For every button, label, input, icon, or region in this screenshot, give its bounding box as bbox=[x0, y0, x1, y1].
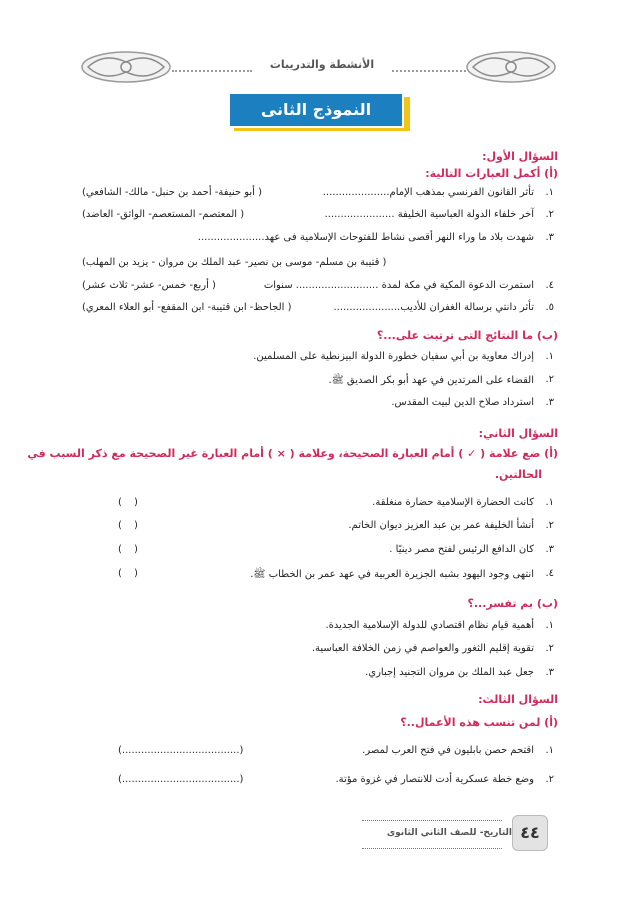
q3a-item-1-answer[interactable]: (.....................................) bbox=[118, 745, 244, 756]
q2a-item-3-num: ٣. bbox=[545, 544, 554, 555]
q1a-item-2-choices: ( المعتصم- المستعصم- الواثق- العاضد) bbox=[82, 209, 245, 220]
q2-title: السؤال الثاني: bbox=[478, 427, 558, 440]
q2a-item-2-box-right[interactable]: ) bbox=[134, 520, 138, 531]
left-ornament-icon bbox=[80, 50, 172, 84]
q1b-item-1-num: ١. bbox=[545, 351, 554, 362]
q3a-item-2-text: وضع خطة عسكرية أدت للانتصار في غزوة مؤتة. bbox=[335, 774, 534, 785]
q1a-item-4-text: استمرت الدعوة المكية في مكة لمدة .......................... سنوات bbox=[263, 280, 534, 291]
q1b-item-2-num: ٢. bbox=[545, 374, 554, 385]
q1a-item-5-choices: ( الجاحظ- ابن قتيبة- ابن المقفع- أبو العلاء المعري) bbox=[82, 302, 292, 313]
page-number: ٤٤ bbox=[512, 815, 548, 851]
q1a-item-5-text: تأثر دانتي برسالة الغفران للأديب..................... bbox=[333, 302, 534, 313]
model-badge: النموذج الثانى bbox=[228, 92, 404, 128]
q2a-item-1-box-left[interactable]: ( bbox=[118, 497, 122, 508]
q1a-item-1-choices: ( أبو حنيفة- أحمد بن حنبل- مالك- الشافعي) bbox=[82, 187, 263, 198]
header-left-dots bbox=[172, 70, 252, 72]
q3-title: السؤال الثالث: bbox=[478, 693, 558, 706]
q1-part-a-title: (أ) أكمل العبارات التالية: bbox=[425, 167, 558, 180]
q2a-item-4-num: ٤. bbox=[545, 568, 554, 579]
q1a-item-2-num: ٢. bbox=[545, 209, 554, 220]
footer-top-dots bbox=[362, 820, 502, 821]
q1-part-b-title: (ب) ما النتائج التى ترتبت على...؟ bbox=[376, 329, 558, 342]
footer-text: التاريخ- للصف الثاني الثانوى bbox=[386, 828, 512, 838]
q2a-item-4-box-left[interactable]: ( bbox=[118, 568, 122, 579]
q1a-item-3-choices: ( قتيبة بن مسلم- موسى بن نصير- عبد الملك بن مروان - يزيد بن المهلب) bbox=[82, 257, 387, 268]
q2b-item-3-num: ٣. bbox=[545, 667, 554, 678]
q1a-item-3-num: ٣. bbox=[545, 232, 554, 243]
q1a-item-4-choices: ( أربع- خمس- عشر- ثلاث عشر) bbox=[82, 280, 216, 291]
q2-part-b-title: (ب) بم تفسر...؟ bbox=[467, 597, 558, 610]
q1-title: السؤال الأول: bbox=[482, 150, 558, 163]
header-right-dots bbox=[392, 70, 466, 72]
q2a-item-2-text: أنشأ الخليفة عمر بن عبد العزيز ديوان الخاتم. bbox=[348, 520, 534, 531]
q2a-item-3-box-left[interactable]: ( bbox=[118, 544, 122, 555]
q2b-item-1-text: أهمية قيام نظام اقتصادي للدولة الإسلامية الجديدة. bbox=[325, 620, 534, 631]
q1a-item-1-num: ١. bbox=[545, 187, 554, 198]
q3a-item-2-answer[interactable]: (.....................................) bbox=[118, 774, 244, 785]
q1a-item-1-text: تأثر القانون الفرنسي بمذهب الإمام..................... bbox=[322, 187, 534, 198]
q2a-item-1-box-right[interactable]: ) bbox=[134, 497, 138, 508]
q3a-item-1-num: ١. bbox=[545, 745, 554, 756]
q2a-item-2-num: ٢. bbox=[545, 520, 554, 531]
q2-part-a-title-line1: (أ) ضع علامة ( ✓ ) أمام العبارة الصحيحة، وعلامة ( × ) أمام العبارة غير الصحيحة مع ذكر السبب في bbox=[27, 447, 558, 460]
q1a-item-4-num: ٤. bbox=[545, 280, 554, 291]
q2a-item-3-text: كان الدافع الرئيس لفتح مصر دينيًا . bbox=[389, 544, 534, 555]
q1b-item-1-text: إدراك معاوية بن أبي سفيان خطورة الدولة البيزنطية على المسلمين. bbox=[253, 351, 534, 362]
footer-bottom-dots bbox=[362, 848, 502, 849]
q1b-item-3-num: ٣. bbox=[545, 397, 554, 408]
q1b-item-2-text: القضاء على المرتدين في عهد أبو بكر الصديق ﷺ. bbox=[328, 375, 534, 386]
q1a-item-3-text: شهدت بلاد ما وراء النهر أقصى نشاط للفتوحات الإسلامية فى عهد..................... bbox=[197, 232, 534, 243]
q2a-item-1-num: ١. bbox=[545, 497, 554, 508]
q2a-item-3-box-right[interactable]: ) bbox=[134, 544, 138, 555]
q3a-item-2-num: ٢. bbox=[545, 774, 554, 785]
q3-part-a-title: (أ) لمن تنسب هذه الأعمال..؟ bbox=[400, 716, 558, 729]
q2a-item-1-text: كانت الحضارة الإسلامية حضارة منغلقة. bbox=[372, 497, 534, 508]
q2b-item-2-num: ٢. bbox=[545, 643, 554, 654]
q1a-item-2-text: آخر خلفاء الدولة العباسية الخليفة ...................... bbox=[324, 209, 534, 220]
q1a-item-5-num: ٥. bbox=[545, 302, 554, 313]
q2b-item-1-num: ١. bbox=[545, 620, 554, 631]
q2b-item-2-text: تقوية إقليم الثغور والعواصم في زمن الخلافة العباسية. bbox=[311, 643, 534, 654]
q3a-item-1-text: اقتحم حصن بابليون في فتح العرب لمصر. bbox=[362, 745, 534, 756]
q1b-item-3-text: استرداد صلاح الدين لبيت المقدس. bbox=[391, 397, 534, 408]
q2a-item-4-text: انتهى وجود اليهود بشبه الجزيرة العربية في عهد عمر بن الخطاب ﷺ. bbox=[250, 569, 534, 580]
header-title: الأنشطة والتدريبات bbox=[252, 58, 392, 71]
right-ornament-icon bbox=[465, 50, 557, 84]
q2b-item-3-text: جعل عبد الملك بن مروان التجنيد إجباري. bbox=[365, 667, 534, 678]
q2a-item-2-box-left[interactable]: ( bbox=[118, 520, 122, 531]
q2-part-a-title-line2: الحالتين. bbox=[494, 468, 542, 481]
q2a-item-4-box-right[interactable]: ) bbox=[134, 568, 138, 579]
